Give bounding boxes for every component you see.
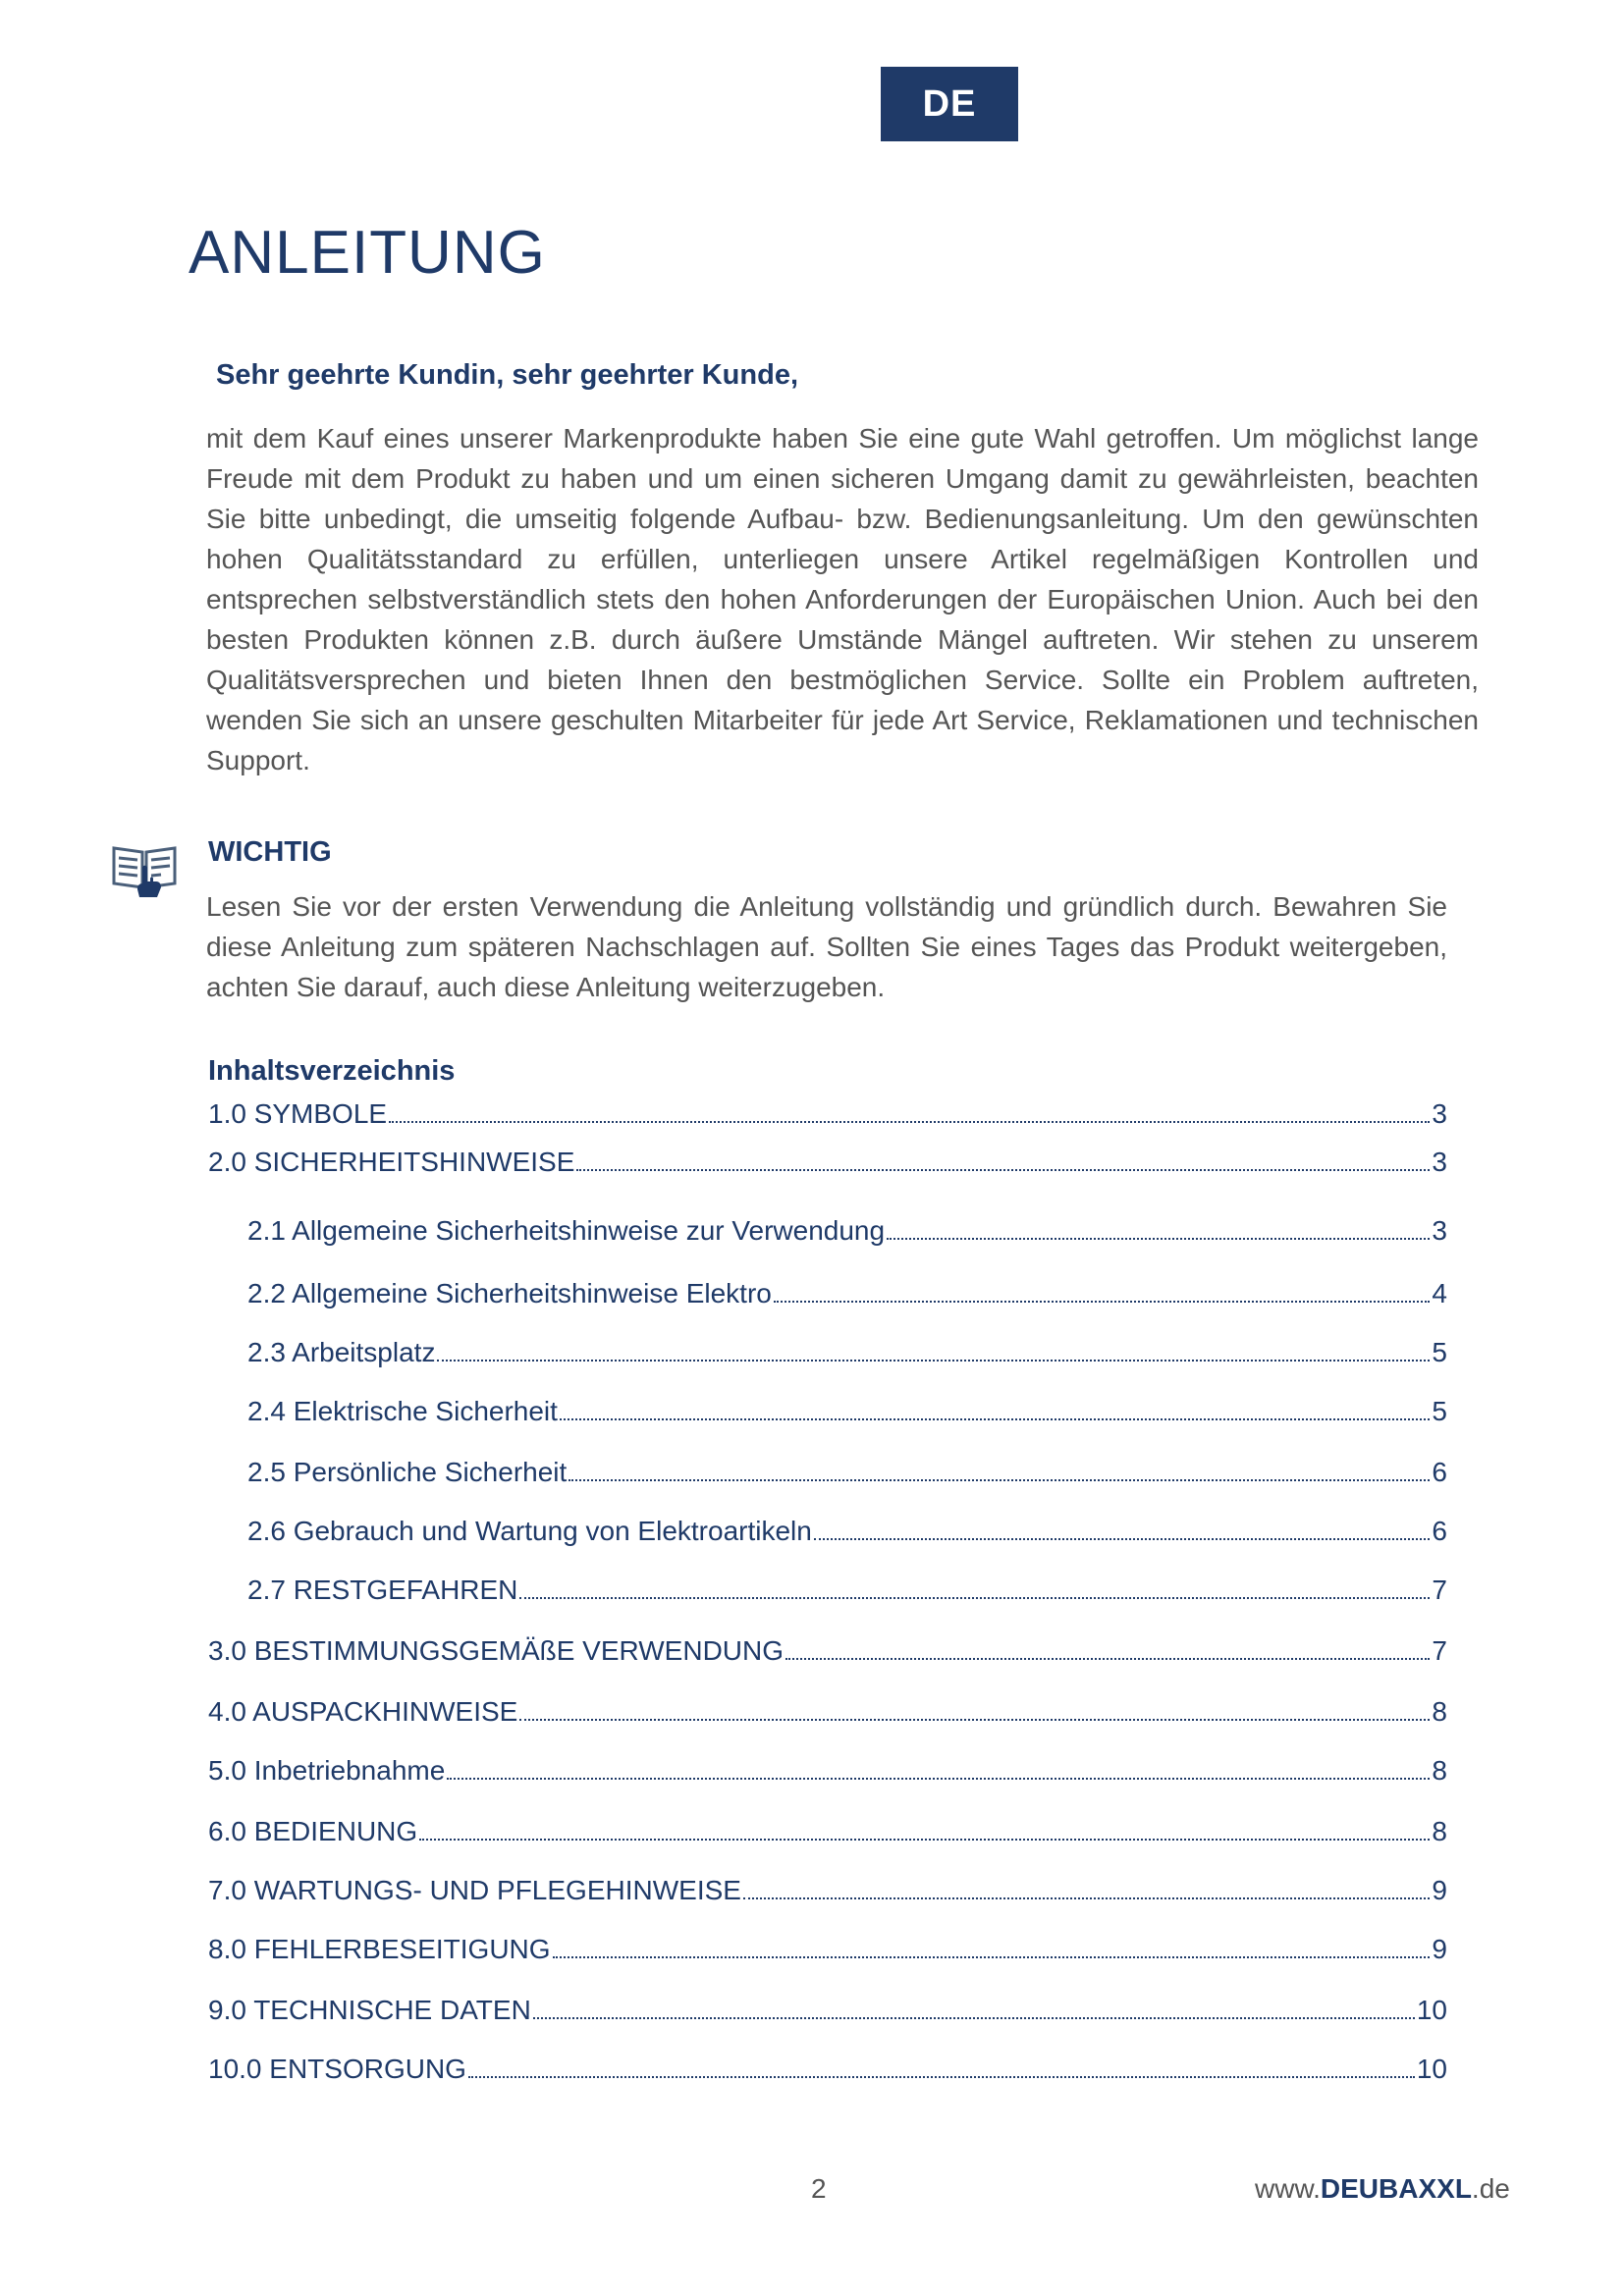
- toc-entry[interactable]: [208, 1095, 1447, 1134]
- toc-leader-dots: [447, 1778, 1430, 1780]
- toc-entry[interactable]: [208, 2050, 1447, 2089]
- toc-entry-label: 3.0 BESTIMMUNGSGEMÄßE VERWENDUNG: [208, 1635, 785, 1666]
- toc-entry-label: 4.0 AUSPACKHINWEISE: [208, 1696, 518, 1727]
- toc-entry[interactable]: [247, 1571, 1447, 1610]
- toc-entry-page: 7: [1432, 1575, 1447, 1605]
- toc-entry-page: 6: [1432, 1457, 1447, 1487]
- toc-entry-label: 9.0 TECHNISCHE DATEN: [208, 1995, 531, 2025]
- page-title: ANLEITUNG: [189, 219, 546, 287]
- toc-entry-page: 4: [1432, 1278, 1447, 1308]
- manual-hand-icon: [110, 838, 179, 899]
- toc-entry-label: 2.2 Allgemeine Sicherheitshinweise Elektro: [247, 1278, 772, 1308]
- toc-entry-label: 2.6 Gebrauch und Wartung von Elektroartikeln: [247, 1516, 812, 1546]
- toc-leader-dots: [533, 2017, 1415, 2019]
- toc-leader-dots: [774, 1301, 1431, 1303]
- toc-entry-label: 2.4 Elektrische Sicherheit: [247, 1396, 558, 1426]
- toc-entry-page: 9: [1432, 1875, 1447, 1905]
- toc-entry-label: 5.0 Inbetriebnahme: [208, 1755, 446, 1786]
- toc-entry[interactable]: [208, 1930, 1447, 1969]
- toc-entry-label: 2.5 Persönliche Sicherheit: [247, 1457, 568, 1487]
- toc-leader-dots: [468, 2076, 1415, 2078]
- toc-leader-dots: [389, 1121, 1430, 1123]
- toc-entry[interactable]: [208, 1692, 1447, 1732]
- toc-entry-page: 7: [1432, 1635, 1447, 1666]
- toc-entry-label: 7.0 WARTUNGS- UND PFLEGEHINWEISE: [208, 1875, 741, 1905]
- toc-leader-dots: [419, 1839, 1430, 1841]
- toc-entry-label: 2.1 Allgemeine Sicherheitshinweise zur Verwendung: [247, 1215, 886, 1246]
- toc-leader-dots: [560, 1418, 1430, 1420]
- footer-website-link[interactable]: [1255, 2173, 1510, 2205]
- toc-leader-dots: [519, 1719, 1430, 1721]
- toc-entry-label: 2.0 SICHERHEITSHINWEISE: [208, 1147, 575, 1177]
- toc-entry[interactable]: [208, 1812, 1447, 1851]
- toc-entry[interactable]: [247, 1211, 1447, 1251]
- toc-leader-dots: [743, 1897, 1430, 1899]
- toc-entry[interactable]: [208, 1871, 1447, 1910]
- toc-entry[interactable]: [208, 1751, 1447, 1790]
- toc-entry-page: 8: [1432, 1696, 1447, 1727]
- language-badge: DE: [881, 67, 1018, 141]
- toc-entry[interactable]: [208, 1143, 1447, 1182]
- toc-entry-page: 8: [1432, 1816, 1447, 1846]
- toc-entry[interactable]: [247, 1274, 1447, 1313]
- toc-leader-dots: [437, 1360, 1430, 1362]
- footer-url-suffix: .de: [1471, 2173, 1510, 2204]
- toc-entry-label: 2.3 Arbeitsplatz: [247, 1337, 436, 1367]
- toc-entry-page: 6: [1432, 1516, 1447, 1546]
- toc-leader-dots: [785, 1658, 1430, 1660]
- toc-leader-dots: [814, 1538, 1431, 1540]
- toc-entry-page: 3: [1432, 1098, 1447, 1129]
- toc-entry-label: 6.0 BEDIENUNG: [208, 1816, 418, 1846]
- toc-leader-dots: [519, 1597, 1430, 1599]
- footer-url-brand: DEUBAXXL: [1320, 2173, 1472, 2204]
- toc-leader-dots: [553, 1956, 1431, 1958]
- greeting: Sehr geehrte Kundin, sehr geehrter Kunde,: [216, 359, 798, 391]
- toc-entry-page: 5: [1432, 1396, 1447, 1426]
- toc-entry[interactable]: [247, 1333, 1447, 1372]
- toc-entry[interactable]: [208, 1631, 1447, 1671]
- toc-entry-page: 10: [1416, 2054, 1447, 2084]
- intro-paragraph: mit dem Kauf eines unserer Markenprodukte haben Sie eine gute Wahl getroffen. Um möglichst lange Freude mit dem Produkt zu haben und um einen sicheren Umgang damit zu gewährleisten, beachten Sie bitte unbedingt, die umseitig folgende Aufbau- bzw. Bedienungsanleitung. Um den gewünschten hohen Qualitätsstandard zu erfüllen, unterliegen unsere Artikel regelmäßigen Kontrollen und entsprechen selbstverständlich stets den hohen Anforderungen der Europäischen Union. Auch bei den besten Produkten können z.B. durch äußere Umstände Mängel auftreten. Wir stehen zu unserem Qualitätsversprechen und bieten Ihnen den bestmöglichen Service. Sollte ein Problem auftreten, wenden Sie sich an unsere geschulten Mitarbeiter für jede Art Service, Reklamationen und technischen Support.: [206, 423, 1479, 775]
- important-text: Lesen Sie vor der ersten Verwendung die Anleitung vollständig und gründlich durch. Bewahren Sie diese Anleitung zum späteren Nachschlagen auf. Sollten Sie eines Tages das Produkt weitergeben, achten Sie darauf, auch diese Anleitung weiterzugeben.: [206, 891, 1447, 1002]
- footer-url-prefix: www.: [1255, 2173, 1321, 2204]
- page-number: 2: [811, 2173, 827, 2204]
- important-heading: WICHTIG: [208, 836, 332, 868]
- toc-entry-label: 8.0 FEHLERBESEITIGUNG: [208, 1934, 551, 1964]
- toc-entry-page: 3: [1432, 1147, 1447, 1177]
- toc-leader-dots: [887, 1238, 1430, 1240]
- toc-entry[interactable]: [247, 1392, 1447, 1431]
- toc-leader-dots: [576, 1169, 1430, 1171]
- toc-entry[interactable]: [208, 1991, 1447, 2030]
- toc-entry-label: 10.0 ENTSORGUNG: [208, 2054, 466, 2084]
- toc-entry-label: 2.7 RESTGEFAHREN: [247, 1575, 518, 1605]
- toc-entry[interactable]: [247, 1453, 1447, 1492]
- toc-leader-dots: [568, 1479, 1430, 1481]
- toc-entry[interactable]: [247, 1512, 1447, 1551]
- toc-entry-page: 8: [1432, 1755, 1447, 1786]
- toc-heading: Inhaltsverzeichnis: [208, 1055, 456, 1087]
- toc-entry-label: 1.0 SYMBOLE: [208, 1098, 388, 1129]
- toc-entry-page: 10: [1416, 1995, 1447, 2025]
- toc-entry-page: 5: [1432, 1337, 1447, 1367]
- toc-entry-page: 9: [1432, 1934, 1447, 1964]
- toc-entry-page: 3: [1432, 1215, 1447, 1246]
